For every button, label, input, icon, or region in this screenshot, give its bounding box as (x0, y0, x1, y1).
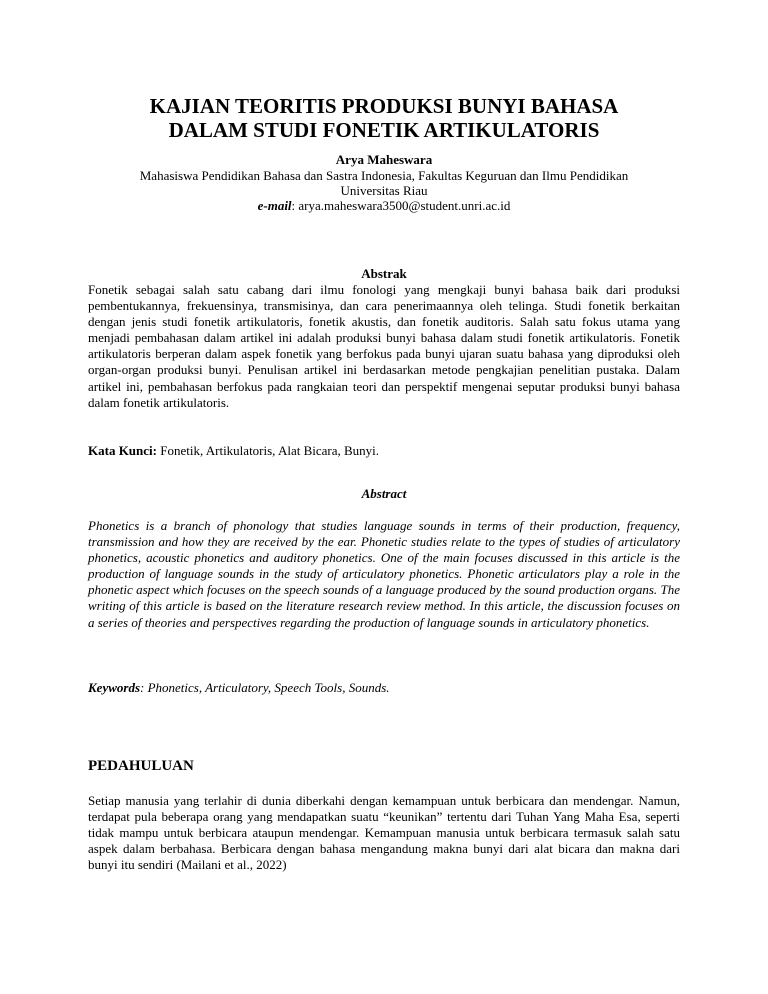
introduction-heading: PEDAHULUAN (88, 758, 194, 774)
keywords-id (88, 443, 680, 459)
keywords-en (88, 680, 680, 696)
email-address: : arya.maheswara3500@student.unri.ac.id (291, 198, 511, 213)
introduction-text: Setiap manusia yang terlahir di dunia diberkahi dengan kemampuan untuk berbicara dan mendengar. Namun, terdapat pula beberapa orang yang mendapatkan suatu “keunikan” tertentu dari Tuhan Yang Maha Esa, seperti tidak mampu untuk berbicara ataupun mendengar. Kemampuan manusia untuk berbicara termasuk salah satu aspek dalam berbahasa. Berbicara dengan bahasa mengandung makna bunyi dari alat bicara dan makna dari bunyi itu sendiri (Mailani et al., 2022) (88, 793, 680, 873)
keywords-id-label: Kata Kunci: (88, 443, 157, 458)
keywords-id-values: Fonetik, Artikulatoris, Alat Bicara, Bunyi. (156, 443, 380, 458)
keywords-en-values: : Phonetics, Articulatory, Speech Tools, Sounds. (140, 680, 390, 695)
author-affiliation (0, 168, 768, 213)
affiliation-line-2: Universitas Riau (340, 183, 428, 198)
title-line-1: KAJIAN TEORITIS PRODUKSI BUNYI BAHASA (149, 94, 619, 118)
title-line-2: DALAM STUDI FONETIK ARTIKULATORIS (168, 118, 600, 142)
abstract-en-text: Phonetics is a branch of phonology that studies language sounds in terms of their production, frequency, transmission and how they are received by the ear. Phonetic studies relate to the types of studies of articulatory phonetics, acoustic phonetics and auditory phonetics. One of the main focuses discussed in this article is the production of language sounds in the study of articulatory phonetics. Phonetic articulators play a role in the phonetic aspect which focuses on the speech sounds of a language produced by the sound production organs. The writing of this article is based on the literature research review method. In this article, the discussion focuses on a series of theories and perspectives regarding the production of language sounds in articulatory phonetics. (88, 518, 680, 630)
abstract-en-heading: Abstract (361, 486, 407, 501)
paper-title (0, 94, 768, 142)
email-label: e-mail (257, 198, 292, 213)
abstract-id-heading: Abstrak (361, 266, 407, 281)
author-email (0, 198, 768, 213)
keywords-en-label: Keywords (88, 680, 140, 695)
abstract-id-text: Fonetik sebagai salah satu cabang dari ilmu fonologi yang mengkaji bunyi bahasa baik dari produksi pembentukannya, frekuensinya, transmisinya, dan cara penerimaannya oleh telinga. Studi fonetik berkaitan dengan jenis studi fonetik artikulatoris, fonetik akustis, dan fonetik auditoris. Salah satu fokus utama yang menjadi pembahasan dalam artikel ini adalah produksi bunyi bahasa dalam studi fonetik artikulatoris. Fonetik artikulatoris berperan dalam aspek fonetik yang berfokus pada bunyi ujaran suatu bahasa yang diproduksi oleh organ-organ produksi bunyi. Penulisan artikel ini berdasarkan metode pengkajian penelitian pustaka. Dalam artikel ini, pembahasan berfokus pada rangkaian teori dan perspektif mengenai seputar produksi bunyi bahasa dalam fonetik artikulatoris. (88, 282, 680, 410)
affiliation-line-1: Mahasiswa Pendidikan Bahasa dan Sastra Indonesia, Fakultas Keguruan dan Ilmu Pendidikan (139, 168, 629, 183)
author-name: Arya Maheswara (335, 152, 433, 167)
